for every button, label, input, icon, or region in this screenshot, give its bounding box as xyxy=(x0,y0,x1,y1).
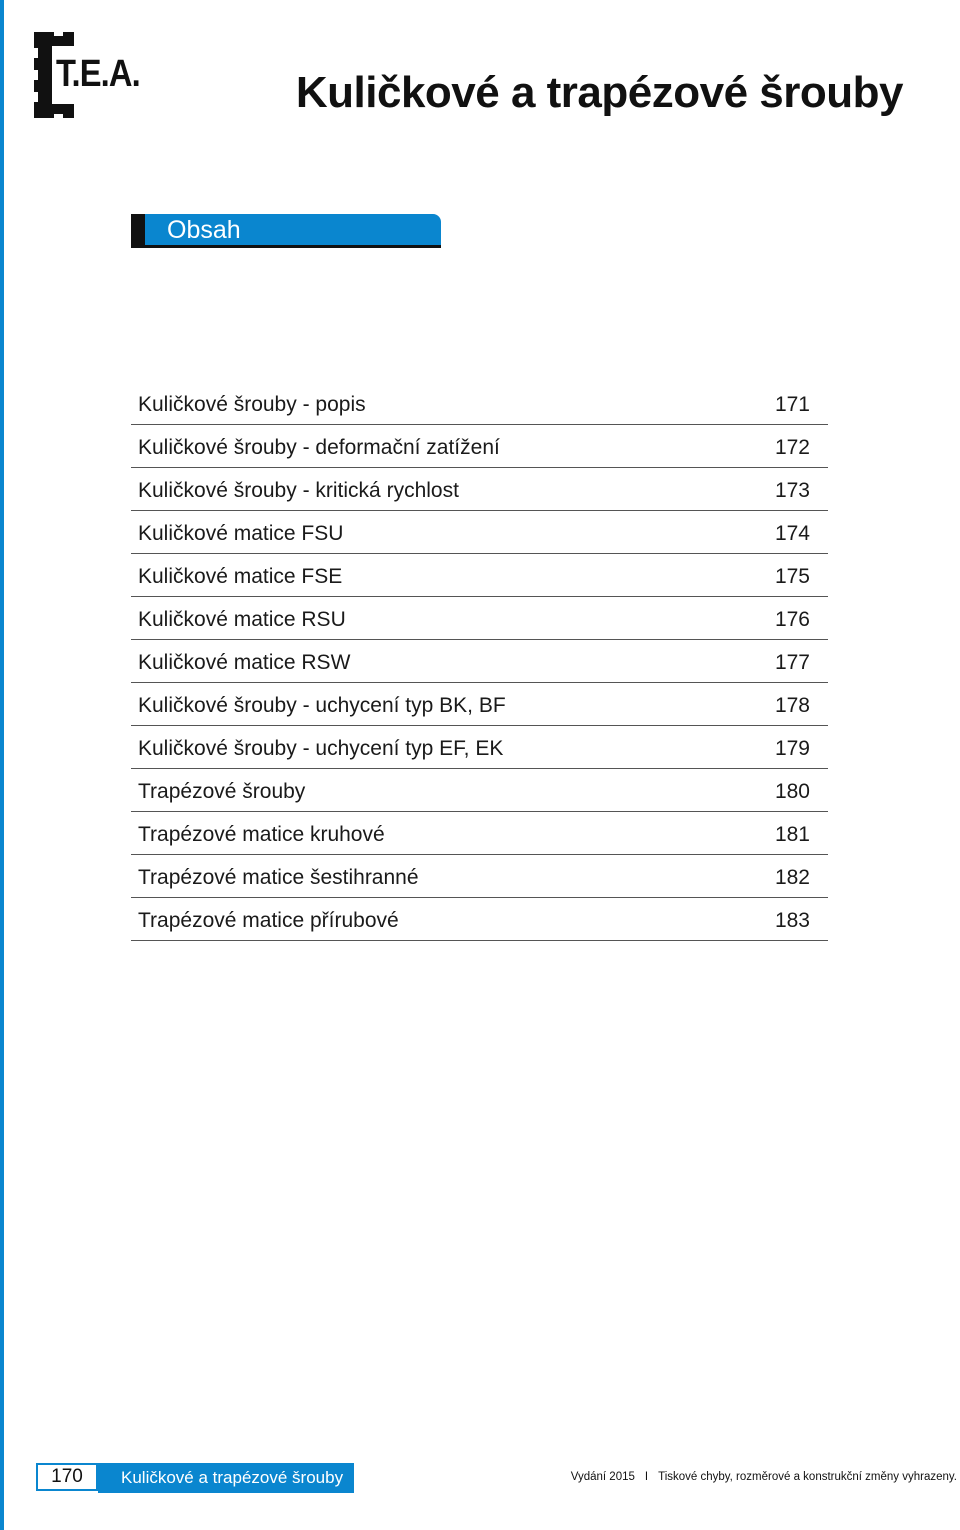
toc-row[interactable] xyxy=(131,898,828,941)
section-header-bar xyxy=(145,214,441,248)
footer-edition: Vydání 2015 xyxy=(570,1471,635,1483)
toc-entry-title: Trapézové šrouby xyxy=(138,780,306,803)
toc-entry-page: 182 xyxy=(774,866,810,889)
toc-entry-page: 172 xyxy=(774,436,810,459)
toc-entry-page: 171 xyxy=(774,393,810,416)
toc-row[interactable] xyxy=(131,726,828,769)
section-header-label: Obsah xyxy=(167,216,241,244)
toc-entry-title: Trapézové matice přírubové xyxy=(138,909,399,932)
toc-row[interactable] xyxy=(131,855,828,898)
toc-entry-title: Kuličkové šrouby - deformační zatížení xyxy=(138,436,500,459)
toc-entry-title: Kuličkové matice RSW xyxy=(138,651,351,674)
section-header-accent xyxy=(131,214,145,248)
toc-row[interactable] xyxy=(131,382,828,425)
left-edge-stripe xyxy=(0,0,4,1530)
toc-entry-title: Kuličkové šrouby - uchycení typ EF, EK xyxy=(138,737,504,760)
footer-note xyxy=(571,1471,957,1483)
toc-entry-title: Kuličkové matice FSE xyxy=(138,565,343,588)
footer-section-title: Kuličkové a trapézové šrouby xyxy=(98,1463,354,1493)
toc-entry-title: Kuličkové šrouby - popis xyxy=(138,393,366,416)
footer-disclaimer: Tiskové chyby, rozměrové a konstrukční změny vyhrazeny. xyxy=(658,1471,957,1483)
toc-row[interactable] xyxy=(131,812,828,855)
toc-entry-page: 177 xyxy=(774,651,810,674)
toc-row[interactable] xyxy=(131,769,828,812)
toc-row[interactable] xyxy=(131,554,828,597)
toc-entry-title: Kuličkové matice FSU xyxy=(138,522,344,545)
toc-entry-page: 178 xyxy=(774,694,810,717)
toc-entry-title: Trapézové matice šestihranné xyxy=(138,866,419,889)
toc-entry-page: 173 xyxy=(774,479,810,502)
toc-entry-page: 176 xyxy=(774,608,810,631)
toc-row[interactable] xyxy=(131,640,828,683)
toc-entry-page: 181 xyxy=(774,823,810,846)
page-title: Kuličkové a trapézové šrouby xyxy=(295,68,903,117)
toc-row[interactable] xyxy=(131,597,828,640)
toc-row[interactable] xyxy=(131,511,828,554)
toc-row[interactable] xyxy=(131,425,828,468)
toc-entry-title: Kuličkové šrouby - kritická rychlost xyxy=(138,479,459,502)
table-of-contents xyxy=(131,382,828,941)
toc-entry-page: 174 xyxy=(774,522,810,545)
toc-entry-page: 183 xyxy=(774,909,810,932)
toc-entry-page: 179 xyxy=(774,737,810,760)
toc-entry-page: 175 xyxy=(774,565,810,588)
toc-row[interactable] xyxy=(131,683,828,726)
toc-entry-title: Kuličkové matice RSU xyxy=(138,608,346,631)
toc-entry-page: 180 xyxy=(774,780,810,803)
section-header-contents xyxy=(131,214,441,248)
footer-page-number: 170 xyxy=(36,1463,98,1491)
toc-entry-title: Kuličkové šrouby - uchycení typ BK, BF xyxy=(138,694,506,717)
toc-entry-title: Trapézové matice kruhové xyxy=(138,823,385,846)
toc-row[interactable] xyxy=(131,468,828,511)
logo-wordmark: T.E.A. xyxy=(56,53,140,95)
footer-separator: I xyxy=(644,1471,649,1483)
tea-logo xyxy=(34,32,144,118)
